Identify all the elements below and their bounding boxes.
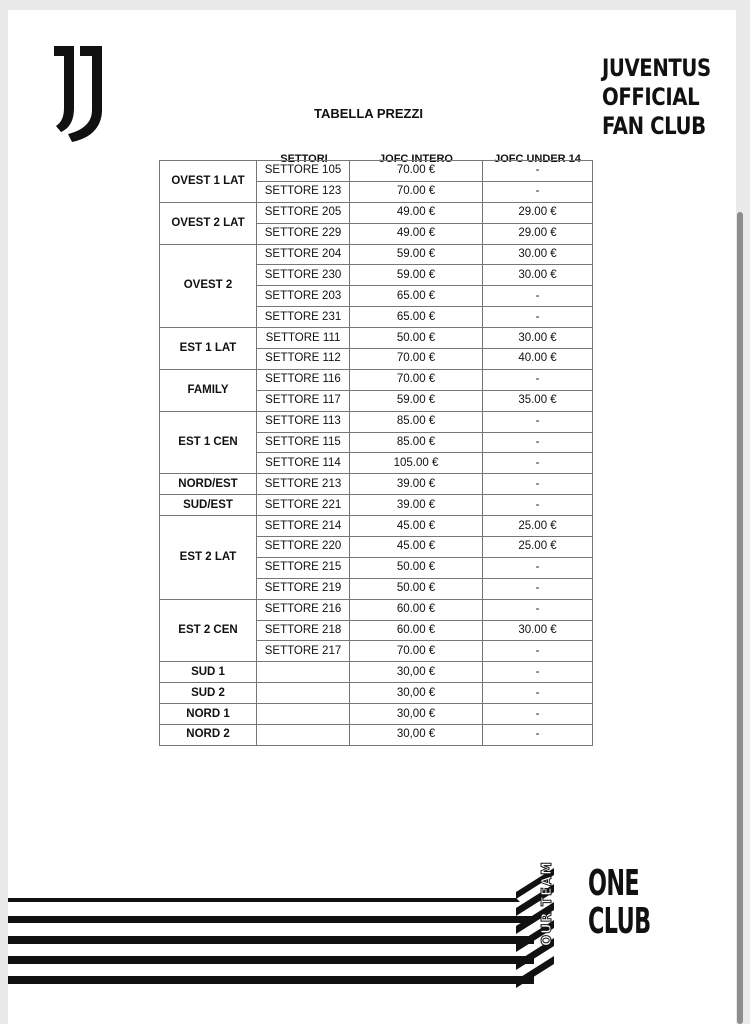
sector-cell: SETTORE 111	[257, 328, 350, 349]
slogan-line-1: ONE	[588, 863, 640, 904]
under14-price-cell: -	[483, 307, 593, 328]
document-page	[8, 10, 736, 1024]
sector-cell	[257, 725, 350, 746]
table-row	[160, 202, 593, 223]
table-row	[160, 495, 593, 516]
table-row	[160, 369, 593, 390]
full-price-cell: 85.00 €	[350, 411, 483, 432]
brand-line-3: FAN CLUB	[602, 112, 706, 140]
sector-group-label: EST 2 CEN	[160, 599, 257, 662]
sector-cell: SETTORE 215	[257, 557, 350, 578]
under14-price-cell: 30.00 €	[483, 265, 593, 286]
sector-cell: SETTORE 213	[257, 474, 350, 495]
sector-cell: SETTORE 105	[257, 161, 350, 182]
sector-group-label: NORD 2	[160, 725, 257, 746]
sector-cell: SETTORE 218	[257, 620, 350, 641]
full-price-cell: 30,00 €	[350, 683, 483, 704]
full-price-cell: 60.00 €	[350, 620, 483, 641]
full-price-cell: 59.00 €	[350, 244, 483, 265]
slogan-our-team: OUR TEAM	[540, 861, 555, 946]
sector-group-label: OVEST 1 LAT	[160, 161, 257, 203]
full-price-cell: 49.00 €	[350, 223, 483, 244]
full-price-cell: 50.00 €	[350, 328, 483, 349]
under14-price-cell: 30.00 €	[483, 620, 593, 641]
full-price-cell: 70.00 €	[350, 349, 483, 370]
sector-cell: SETTORE 112	[257, 349, 350, 370]
under14-price-cell: 35.00 €	[483, 390, 593, 411]
sector-group-label: SUD/EST	[160, 495, 257, 516]
sector-cell	[257, 704, 350, 725]
sector-group-label: EST 1 LAT	[160, 328, 257, 370]
column-header-under14: JOFC UNDER 14	[494, 153, 581, 165]
slogan-line-2: CLUB	[588, 901, 651, 942]
sector-group-label: NORD/EST	[160, 474, 257, 495]
brand-line-2: OFFICIAL	[602, 83, 700, 111]
under14-price-cell: 30.00 €	[483, 244, 593, 265]
sector-group-label: EST 1 CEN	[160, 411, 257, 474]
sector-cell: SETTORE 230	[257, 265, 350, 286]
page-title: TABELLA PREZZI	[314, 106, 424, 121]
sector-cell: SETTORE 214	[257, 516, 350, 537]
price-table	[159, 160, 593, 746]
under14-price-cell: -	[483, 369, 593, 390]
full-price-cell: 30,00 €	[350, 725, 483, 746]
table-row	[160, 599, 593, 620]
full-price-cell: 50.00 €	[350, 578, 483, 599]
under14-price-cell: -	[483, 641, 593, 662]
under14-price-cell: 30.00 €	[483, 328, 593, 349]
table-row	[160, 328, 593, 349]
under14-price-cell: -	[483, 474, 593, 495]
sector-cell: SETTORE 116	[257, 369, 350, 390]
sector-cell: SETTORE 114	[257, 453, 350, 474]
table-row	[160, 662, 593, 683]
table-row	[160, 704, 593, 725]
price-table-body	[160, 161, 593, 746]
under14-price-cell: 40.00 €	[483, 349, 593, 370]
sector-group-label: OVEST 2 LAT	[160, 202, 257, 244]
full-price-cell: 30,00 €	[350, 704, 483, 725]
sector-group-label: SUD 2	[160, 683, 257, 704]
under14-price-cell: 25.00 €	[483, 537, 593, 558]
vertical-scrollbar[interactable]	[737, 212, 743, 1024]
full-price-cell: 45.00 €	[350, 537, 483, 558]
table-row	[160, 161, 593, 182]
under14-price-cell: -	[483, 453, 593, 474]
juventus-logo-icon	[48, 44, 108, 144]
under14-price-cell: -	[483, 495, 593, 516]
sector-cell: SETTORE 113	[257, 411, 350, 432]
full-price-cell: 105.00 €	[350, 453, 483, 474]
sector-group-label: NORD 1	[160, 704, 257, 725]
under14-price-cell: 25.00 €	[483, 516, 593, 537]
under14-price-cell: -	[483, 557, 593, 578]
full-price-cell: 50.00 €	[350, 557, 483, 578]
under14-price-cell: -	[483, 725, 593, 746]
table-row	[160, 683, 593, 704]
table-row	[160, 516, 593, 537]
full-price-cell: 59.00 €	[350, 390, 483, 411]
sector-cell: SETTORE 217	[257, 641, 350, 662]
table-row	[160, 411, 593, 432]
table-row	[160, 725, 593, 746]
sector-cell: SETTORE 231	[257, 307, 350, 328]
full-price-cell: 59.00 €	[350, 265, 483, 286]
full-price-cell: 45.00 €	[350, 516, 483, 537]
sector-cell: SETTORE 219	[257, 578, 350, 599]
under14-price-cell: 29.00 €	[483, 223, 593, 244]
sector-group-label: SUD 1	[160, 662, 257, 683]
under14-price-cell: -	[483, 411, 593, 432]
under14-price-cell: -	[483, 286, 593, 307]
sector-cell: SETTORE 204	[257, 244, 350, 265]
sector-cell: SETTORE 229	[257, 223, 350, 244]
table-row	[160, 244, 593, 265]
full-price-cell: 39.00 €	[350, 474, 483, 495]
sector-cell: SETTORE 115	[257, 432, 350, 453]
table-row	[160, 474, 593, 495]
full-price-cell: 70.00 €	[350, 161, 483, 182]
full-price-cell: 49.00 €	[350, 202, 483, 223]
under14-price-cell: -	[483, 599, 593, 620]
sector-cell: SETTORE 221	[257, 495, 350, 516]
full-price-cell: 39.00 €	[350, 495, 483, 516]
brand-line-1: JUVENTUS	[602, 54, 711, 82]
full-price-cell: 30,00 €	[350, 662, 483, 683]
slogan-one-club	[588, 865, 650, 941]
full-price-cell: 60.00 €	[350, 599, 483, 620]
under14-price-cell: -	[483, 578, 593, 599]
sector-cell: SETTORE 203	[257, 286, 350, 307]
under14-price-cell: 29.00 €	[483, 202, 593, 223]
under14-price-cell: -	[483, 704, 593, 725]
sector-cell: SETTORE 205	[257, 202, 350, 223]
full-price-cell: 70.00 €	[350, 641, 483, 662]
full-price-cell: 65.00 €	[350, 286, 483, 307]
sector-cell: SETTORE 216	[257, 599, 350, 620]
sector-cell: SETTORE 123	[257, 181, 350, 202]
under14-price-cell: -	[483, 161, 593, 182]
full-price-cell: 70.00 €	[350, 369, 483, 390]
sector-group-label: FAMILY	[160, 369, 257, 411]
column-header-sectors: SETTORI	[280, 153, 328, 165]
sector-cell: SETTORE 117	[257, 390, 350, 411]
brand-wordmark	[602, 54, 711, 141]
full-price-cell: 70.00 €	[350, 181, 483, 202]
sector-group-label: OVEST 2	[160, 244, 257, 328]
under14-price-cell: -	[483, 432, 593, 453]
column-header-full: JOFC INTERO	[379, 153, 453, 165]
sector-cell	[257, 662, 350, 683]
sector-cell	[257, 683, 350, 704]
sector-cell: SETTORE 220	[257, 537, 350, 558]
full-price-cell: 85.00 €	[350, 432, 483, 453]
full-price-cell: 65.00 €	[350, 307, 483, 328]
under14-price-cell: -	[483, 683, 593, 704]
sector-group-label: EST 2 LAT	[160, 516, 257, 600]
under14-price-cell: -	[483, 181, 593, 202]
under14-price-cell: -	[483, 662, 593, 683]
